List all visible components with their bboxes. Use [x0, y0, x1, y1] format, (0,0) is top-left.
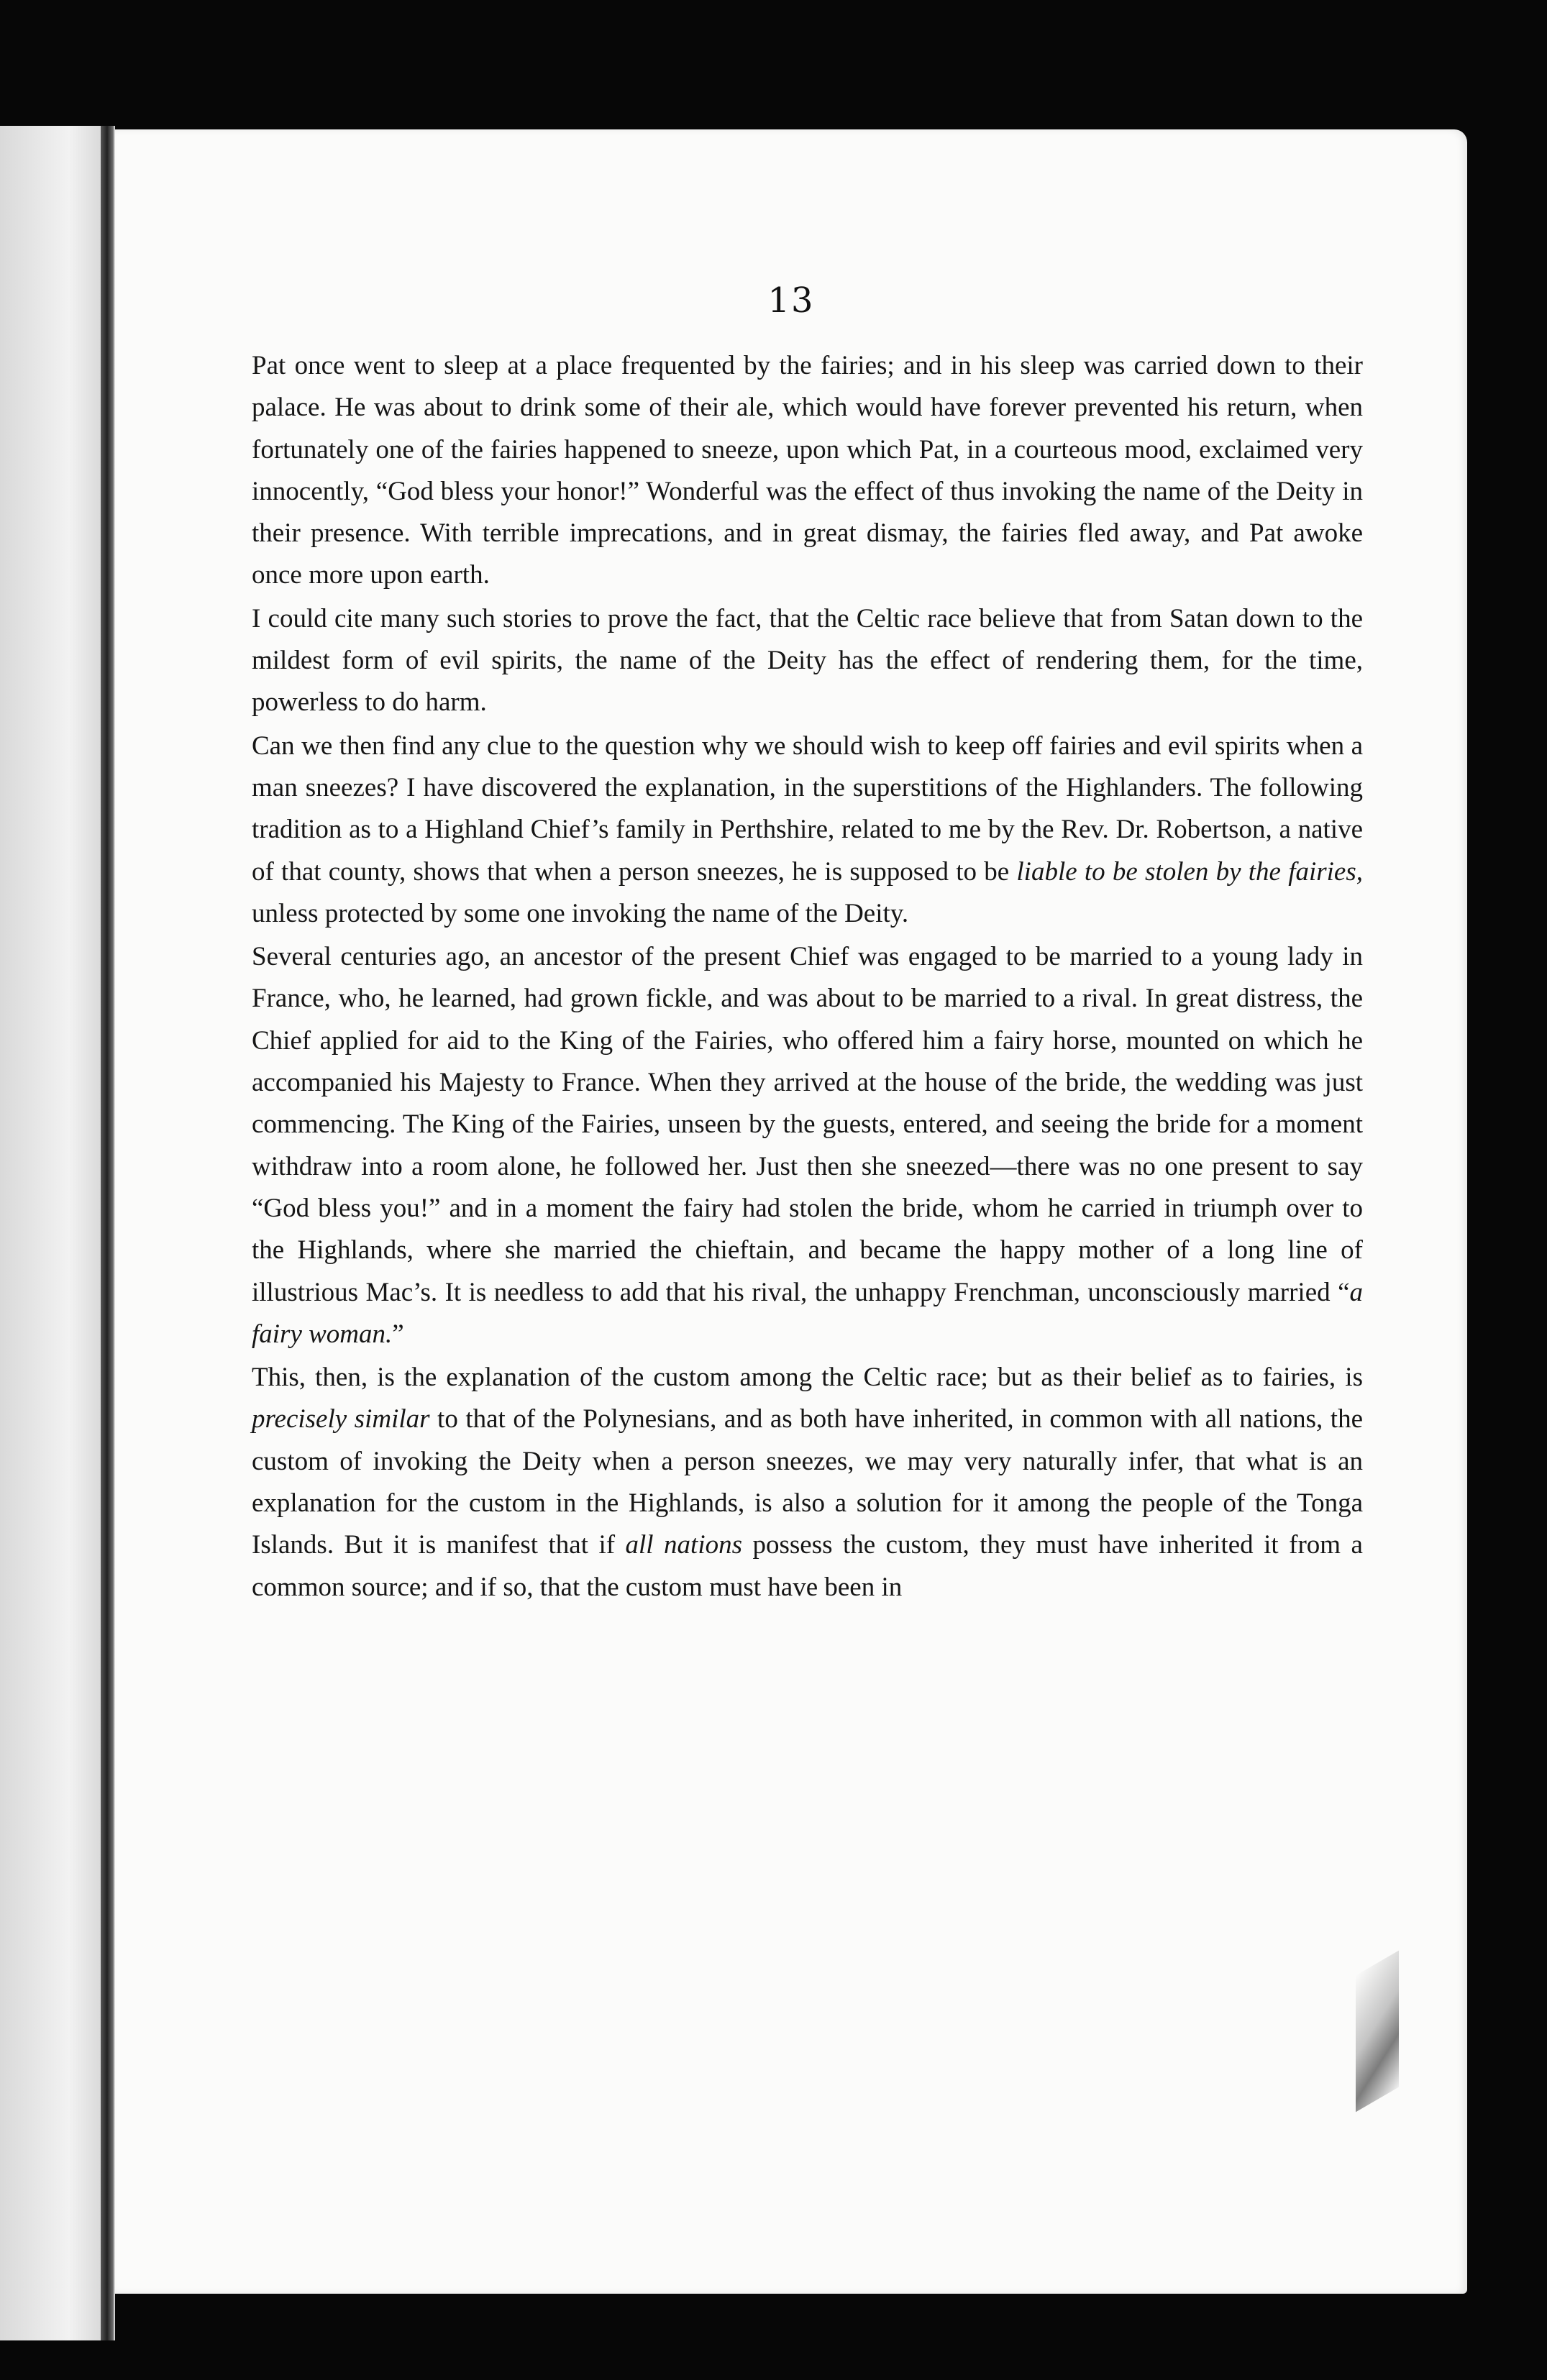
- page-number: 13: [767, 280, 815, 321]
- italic-phrase: liable to be stolen by the fairies,: [1016, 856, 1364, 887]
- paragraph-5: This, then, is the explanation of the custom among the Celtic race; but as their belief as to fairies, is precisely similar to that of the Polynesians, and as both have inherited, in common with all nations, the custom of invoking the Deity when a person sneezes, we may very naturally infer, that what is an explanation for the custom in the Highlands, is also a solution for it among the people of the Tonga Islands. But it is manifest that if all nations possess the custom, they must have inherited it from a common source; and if so, that the custom must have been in: [252, 1363, 1364, 1602]
- italic-phrase: precisely similar: [252, 1404, 430, 1434]
- book-page: [115, 129, 1467, 2294]
- paragraph-3: Can we then find any clue to the question why we should wish to keep off fairies and evil spirits when a man sneezes? I have discovered the explanation, in the superstitions of the Highlanders. The following tradition as to a Highland Chief’s family in Perthshire, related to me by the Rev. Dr. Robertson, a native of that county, shows that when a person sneezes, he is supposed to be liable to be stolen by the fairies, unless protected by some one invoking the name of the Deity.: [252, 731, 1364, 928]
- facing-page-edge: [0, 126, 115, 2340]
- page-corner-curl: [1356, 1951, 1399, 2113]
- italic-phrase: a fairy woman.: [252, 1277, 1363, 1349]
- italic-phrase: all nations: [625, 1530, 743, 1560]
- paragraph-2: I could cite many such stories to prove the fact, that the Celtic race believe that from Satan down to the mildest form of evil spirits, the name of the Deity has the effect of rendering them, for the time, powerless to do harm.: [252, 603, 1363, 718]
- paragraph-1: Pat once went to sleep at a place frequented by the fairies; and in his sleep was carried down to their palace. He was about to drink some of their ale, which would have forever prevented his return, when fortunately one of the fairies happened to sneeze, upon which Pat, in a courteous mood, exclaimed very innocently, “God bless your honor!” Wonderful was the effect of thus invoking the name of the Deity in their presence. With terrible imprecations, and in great dismay, the fairies fled away, and Pat awoke once more upon earth.: [252, 351, 1363, 590]
- book-gutter: [101, 126, 114, 2340]
- page-body: [252, 345, 1363, 1608]
- paragraph-4: Several centuries ago, an ancestor of the present Chief was engaged to be married to a young lady in France, who, he learned, had grown fickle, and was about to be married to a rival. In great distress, the Chief applied for aid to the King of the Fairies, who offered him a fairy horse, mounted on which he accompanied his Majesty to France. When they arrived at the house of the bride, the wedding was just commencing. The King of the Fairies, unseen by the guests, entered, and seeing the bride for a moment withdraw into a room alone, he followed her. Just then she sneezed—there was no one present to say “God bless you!” and in a moment the fairy had stolen the bride, whom he carried in triumph over to the Highlands, where she married the chieftain, and became the happy mother of a long line of illustrious Mac’s. It is needless to add that his rival, the unhappy Frenchman, unconsciously married “a fairy woman.”: [252, 942, 1363, 1349]
